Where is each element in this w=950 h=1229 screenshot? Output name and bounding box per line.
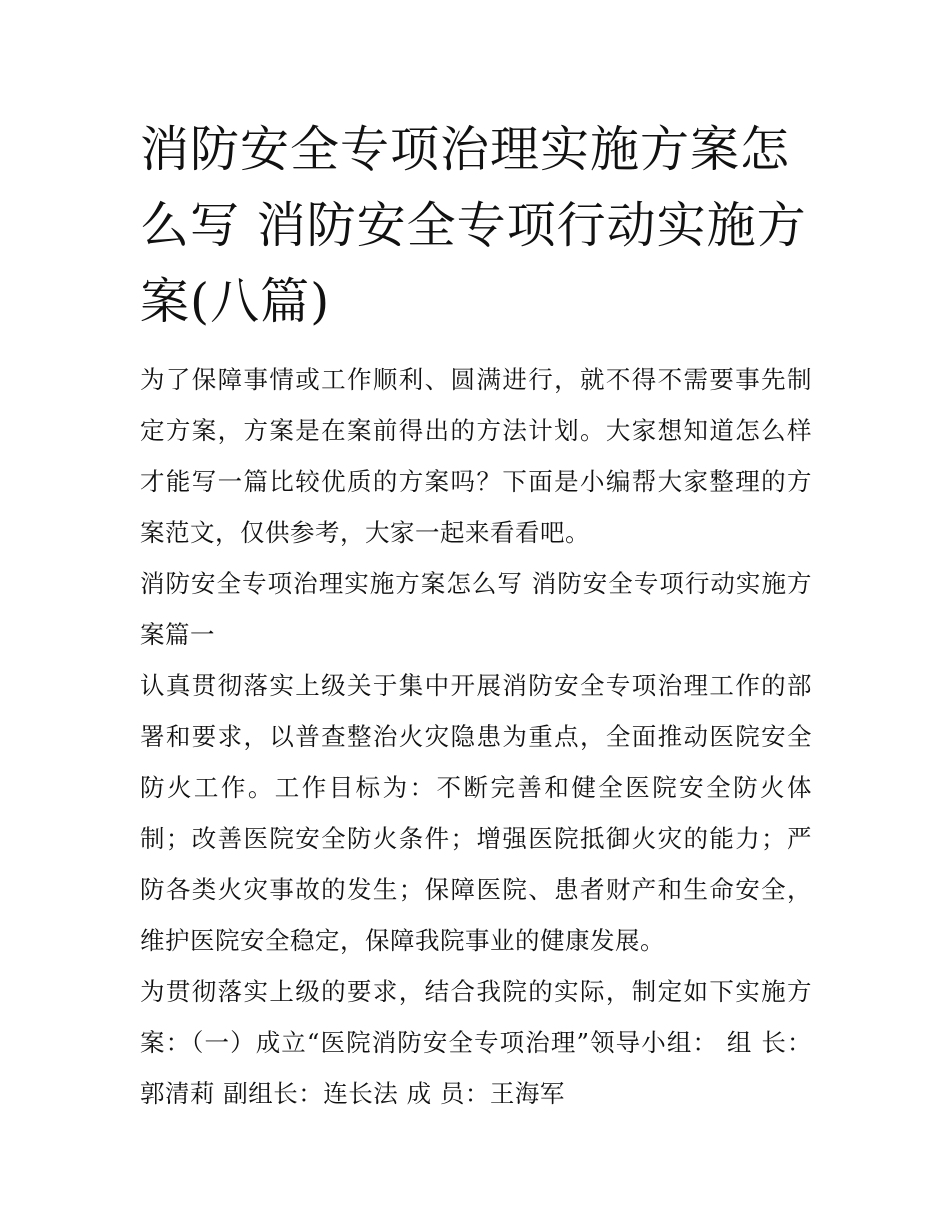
body-paragraph: 为贯彻落实上级的要求，结合我院的实际，制定如下实施方案：（一）成立“医院消防安全专项治理”领导小组： 组 长：郭清莉 副组长：连长法 成 员：王海军: [140, 977, 812, 1108]
document-title: 消防安全专项治理实施方案怎么写 消防安全专项行动实施方案(八篇): [140, 121, 807, 330]
body-paragraph: 认真贯彻落实上级关于集中开展消防安全专项治理工作的部署和要求，以普查整治火灾隐患为重点，全面推动医院安全防火工作。工作目标为：不断完善和健全医院安全防火体制；改善医院安全防火条件；增强医院抵御火灾的能力；严防各类火灾事故的发生；保障医院、患者财产和生命安全，维护医院安全稳定，保障我院事业的健康发展。: [140, 671, 812, 955]
intro-paragraph: 为了保障事情或工作顺利、圆满进行，就不得不需要事先制定方案，方案是在案前得出的方法计划。大家想知道怎么样才能写一篇比较优质的方案吗？下面是小编帮大家整理的方案范文，仅供参考，大家一起来看看吧。: [140, 365, 812, 547]
section-heading: 消防安全专项治理实施方案怎么写 消防安全专项行动实施方案篇一: [140, 569, 812, 649]
document-body: [140, 112, 812, 1119]
